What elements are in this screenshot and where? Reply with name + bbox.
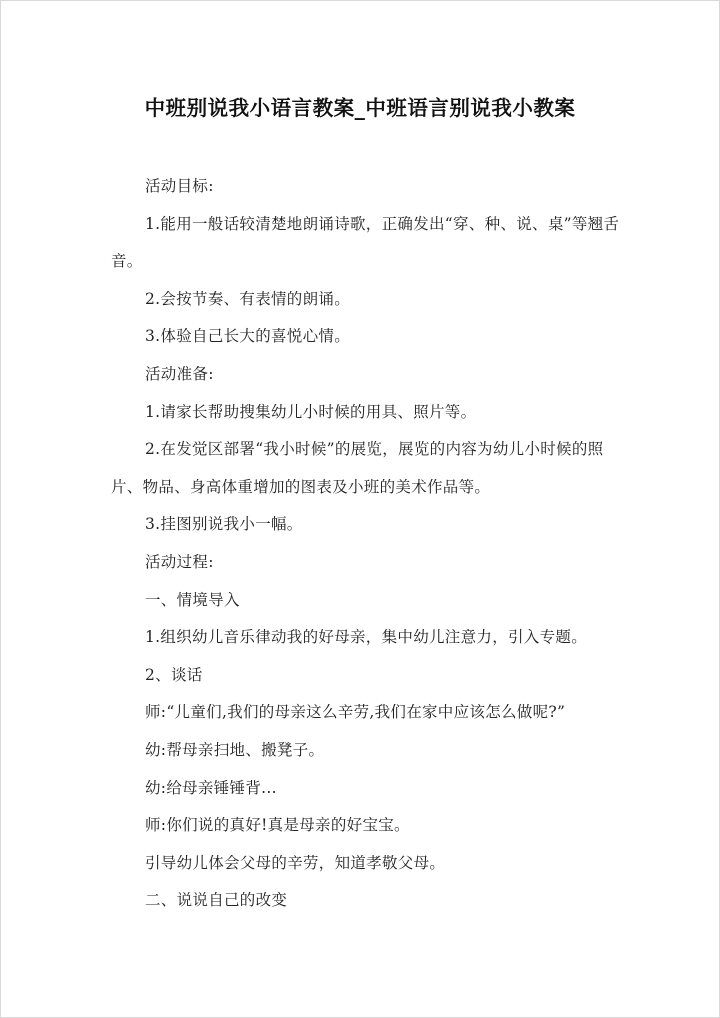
- paragraph: 3.挂图别说我小一幅。: [145, 515, 303, 534]
- document-body: [111, 168, 623, 920]
- paragraph: 2.在发觉区部署“我小时候”的展览，展览的内容为幼儿小时候的照片、物品、身高体重增加的图表及小班的美术作品等。: [111, 440, 604, 496]
- paragraph: 幼:给母亲锤锤背...: [145, 778, 277, 797]
- paragraph: 幼:帮母亲扫地、搬凳子。: [145, 740, 325, 759]
- paragraph: 1.请家长帮助搜集幼儿小时候的用具、照片等。: [145, 402, 477, 421]
- paragraph: 2.会按节奏、有表情的朗诵。: [145, 289, 350, 308]
- paragraph: 引导幼儿体会父母的辛劳，知道孝敬父母。: [145, 853, 446, 872]
- paragraph: 二、说说自己的改变: [145, 891, 288, 910]
- paragraph: 活动目标:: [145, 177, 214, 195]
- paragraph: 一、情境导入: [145, 590, 240, 609]
- paragraph: 师:你们说的真好!真是母亲的好宝宝。: [145, 816, 410, 835]
- paragraph: 3.体验自己长大的喜悦心情。: [145, 327, 350, 346]
- paragraph: 2、谈话: [145, 665, 203, 684]
- paragraph: 1.能用一般话较清楚地朗诵诗歌，正确发出“穿、种、说、桌”等翘舌音。: [111, 214, 620, 271]
- paragraph: 活动过程:: [145, 552, 214, 571]
- paragraph: 师:“儿童们,我们的母亲这么辛劳,我们在家中应该怎么做呢?”: [145, 703, 566, 722]
- paragraph: 1.组织幼儿音乐律动我的好母亲，集中幼儿注意力，引入专题。: [145, 628, 587, 647]
- document-title: 中班别说我小语言教案_中班语言别说我小教案: [144, 96, 576, 120]
- paragraph: 活动准备:: [145, 364, 214, 383]
